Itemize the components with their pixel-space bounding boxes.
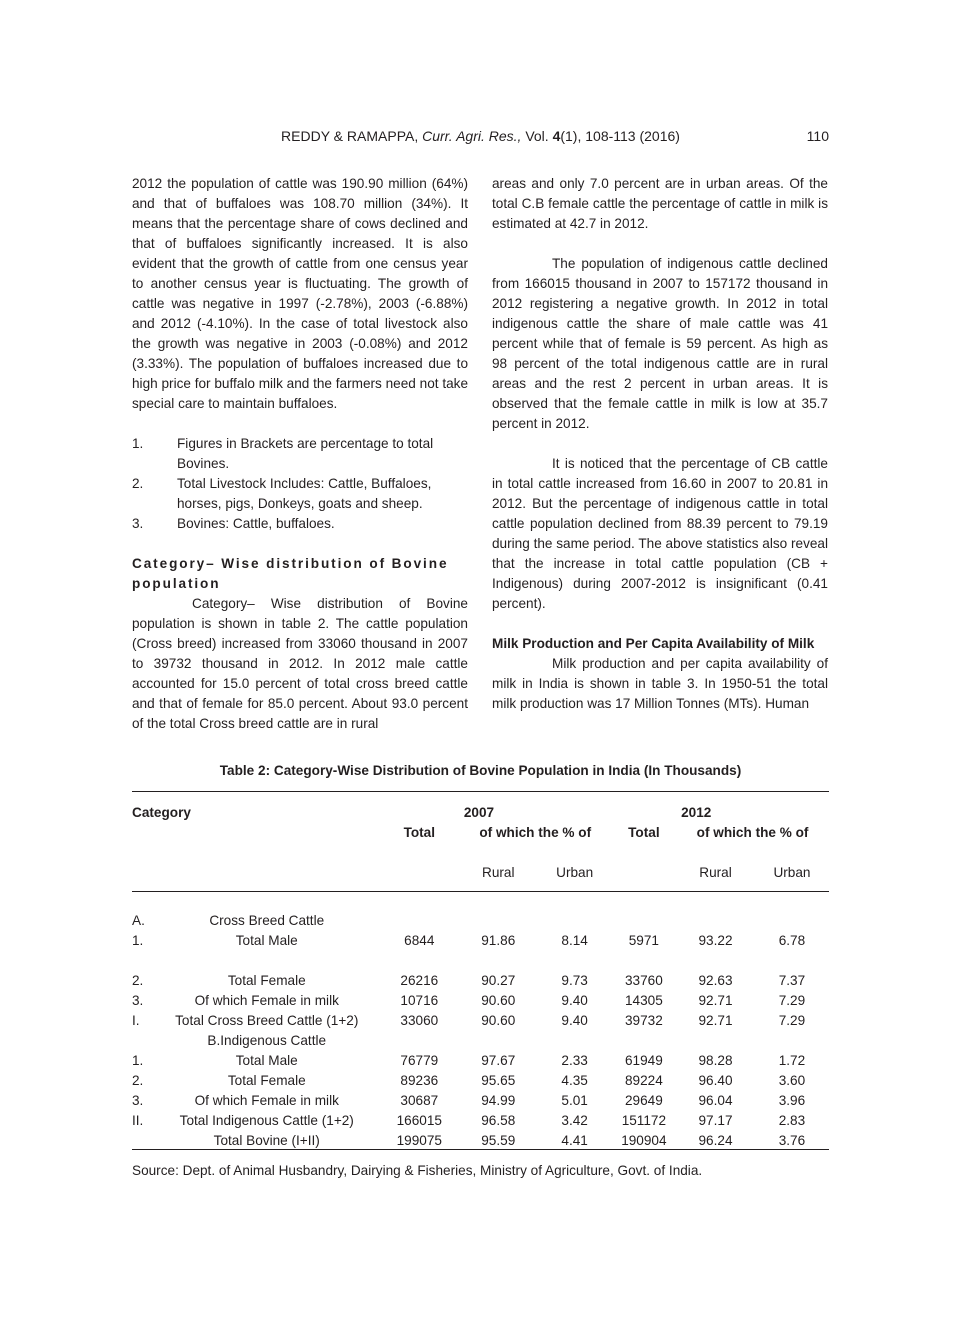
total-2007-cell: 33060 — [400, 1013, 439, 1028]
left-column — [132, 174, 468, 734]
urban-2007-cell — [538, 1031, 612, 1051]
volume-number: 4 — [552, 128, 561, 144]
urban-2012-cell: 3.76 — [778, 1133, 806, 1148]
urban-2007-cell: 2.33 — [561, 1053, 588, 1068]
urban-2007-cell — [538, 911, 612, 931]
table-source: Source: Dept. of Animal Husbandry, Dairying & Fisheries, Ministry of Agriculture, Govt. of India. — [132, 1163, 703, 1178]
category-header: Category — [132, 805, 191, 820]
row-label: Total Male — [235, 1053, 298, 1068]
section-heading-category: Category– Wise distribution of Bovine population — [132, 556, 449, 591]
note-text: Figures in Brackets are percentage to total Bovines. — [177, 436, 434, 471]
total-2007-cell: 6844 — [404, 933, 435, 948]
table-row — [132, 1011, 829, 1031]
total-2012-cell — [612, 911, 676, 931]
journal-name: Curr. Agri. Res., — [422, 128, 522, 144]
total-2012-cell: 89224 — [624, 1073, 663, 1088]
total-2007-cell: 10716 — [400, 993, 439, 1008]
urban-2007-cell: 9.73 — [561, 973, 588, 988]
total-2007-cell: 76779 — [400, 1053, 439, 1068]
total-2012-cell: 39732 — [624, 1013, 663, 1028]
note-text: Total Livestock Includes: Cattle, Buffaloes, horses, pigs, Donkeys, goats and sheep. — [177, 476, 432, 511]
note-number: 2. — [132, 476, 144, 491]
total-2007-cell: 199075 — [396, 1133, 442, 1148]
table-caption: Table 2: Category-Wise Distribution of Bovine Population in India (In Thousands) — [219, 763, 742, 778]
row-label: Total Indigenous Cattle (1+2) — [179, 1113, 354, 1128]
urban-2012-cell — [755, 1031, 829, 1051]
table-row — [132, 1031, 829, 1051]
rural-2007-cell: 95.65 — [481, 1073, 516, 1088]
row-label: Total Male — [235, 933, 298, 948]
urban-2012-cell: 7.29 — [778, 993, 806, 1008]
rural-2007-cell: 96.58 — [481, 1113, 516, 1128]
table-row — [132, 991, 829, 1011]
row-label: Total Female — [227, 973, 306, 988]
rural-2012-cell — [676, 1031, 755, 1051]
table-row — [132, 1131, 829, 1151]
rural-2007-cell: 90.27 — [481, 973, 516, 988]
list-item — [132, 474, 468, 514]
urban-2007-cell: 8.14 — [561, 933, 588, 948]
total-2012-cell: 14305 — [624, 993, 663, 1008]
rural-2012-cell: 96.40 — [698, 1073, 733, 1088]
rural-2007-cell: 97.67 — [481, 1053, 516, 1068]
row-label — [154, 951, 380, 971]
total-2007-cell: 30687 — [400, 1093, 439, 1108]
list-item — [132, 434, 468, 474]
total-2012-cell: 29649 — [624, 1093, 663, 1108]
total-2007-cell — [380, 951, 459, 971]
row-index: 2. — [132, 1073, 144, 1088]
left-para-1: 2012 the population of cattle was 190.90 million (64%) and that of buffaloes was 108.70 million (34%). It means that the percentage share of cows declined and that of buffaloes significantly increased. It is also evident that the growth of cattle from one census year to another census year is fluctuating. The growth of cattle was negative in 1997 (-2.78%), 2003 (-6.88%) and 2012 (-4.10%). In the case of total livestock also the growth was negative in 2003 (-0.08%) and 2012 (3.33%). The population of buffaloes increased due to high price for buffalo milk and the farmers need not take special care to maintain buffaloes. — [132, 176, 469, 411]
urban-2007-cell: 3.42 — [561, 1113, 588, 1128]
row-label: Of which Female in milk — [194, 1093, 339, 1108]
total-2012-cell — [612, 951, 676, 971]
authors: REDDY & RAMAPPA, — [281, 128, 419, 144]
rural-2012-cell — [676, 951, 755, 971]
rural-2012-cell: 98.28 — [698, 1053, 733, 1068]
rural-2012-cell: 97.17 — [698, 1113, 733, 1128]
rural-2007-cell — [459, 1031, 538, 1051]
urban-2012-cell: 1.72 — [778, 1053, 806, 1068]
urban-2007-cell: 9.40 — [561, 993, 588, 1008]
table-row — [132, 1091, 829, 1111]
right-para-1: areas and only 7.0 percent are in urban areas. Of the total C.B female cattle the percentage of cattle in milk is estimated at 42.7 in 2012. — [492, 176, 828, 231]
row-index — [132, 1131, 154, 1151]
rural-2012-cell: 96.24 — [698, 1133, 733, 1148]
row-index: 1. — [132, 933, 144, 948]
row-label: Total Female — [227, 1073, 306, 1088]
table-row — [132, 1071, 829, 1091]
table-row — [132, 1111, 829, 1131]
table-row — [132, 1051, 829, 1071]
urban-2007-cell: 4.35 — [561, 1073, 588, 1088]
row-index: 1. — [132, 1053, 144, 1068]
urban-header: Urban — [556, 865, 594, 880]
bovine-distribution-table — [132, 803, 829, 1151]
total-2007-cell: 89236 — [400, 1073, 439, 1088]
year-2007-header: 2007 — [463, 805, 495, 820]
total-2012-cell: 151172 — [621, 1113, 667, 1128]
section-heading-milk: Milk Production and Per Capita Availability of Milk — [492, 636, 815, 651]
row-index: 2. — [132, 973, 144, 988]
rural-2012-cell — [676, 911, 755, 931]
issue-pages: (1), 108-113 (2016) — [560, 128, 680, 144]
note-text: Bovines: Cattle, buffaloes. — [177, 516, 335, 531]
urban-2012-cell: 7.37 — [778, 973, 806, 988]
running-header — [132, 128, 829, 148]
row-label: Total Cross Breed Cattle (1+2) — [175, 1013, 359, 1028]
total-2007-cell — [380, 1031, 459, 1051]
total-2012-cell: 33760 — [624, 973, 663, 988]
total-header: Total — [403, 825, 436, 840]
total-2007-cell — [380, 911, 459, 931]
right-column — [492, 174, 828, 714]
right-para-3: It is noticed that the percentage of CB cattle in total cattle increased from 16.60 in 2007 to 20.81 in 2012. But the percentage of indigenous cattle in total cattle population declined from 88.39 percent to 79.19 during the same period. The above statistics also reveal that the increase in total cattle population (CB + Indigenous) during 2007-2012 is insignificant (0.41 percent). — [492, 456, 829, 611]
row-label: B.Indigenous Cattle — [207, 1033, 327, 1048]
row-label: Cross Breed Cattle — [209, 913, 325, 928]
total-2012-cell — [612, 1031, 676, 1051]
row-index: 3. — [132, 1093, 144, 1108]
urban-2007-cell — [538, 951, 612, 971]
urban-2012-cell: 6.78 — [778, 933, 806, 948]
of-which-header: of which the % of — [479, 825, 592, 840]
row-index — [132, 1031, 154, 1051]
right-para-2: The population of indigenous cattle declined from 166015 thousand in 2007 to 157172 thousand in 2012 registering a negative growth. In 2012 in total indigenous cattle the share of male cattle was 41 percent while that of female is 59 percent. As high as 98 percent of the total indigenous cattle are in rural areas and the rest 2 percent in urban areas. It is observed that the female cattle in milk is low at 35.7 percent in 2012. — [492, 256, 828, 431]
of-which-header: of which the % of — [696, 825, 809, 840]
total-2012-cell: 61949 — [624, 1053, 663, 1068]
row-label: Of which Female in milk — [194, 993, 339, 1008]
rural-2007-cell: 90.60 — [481, 1013, 516, 1028]
rural-2007-cell: 95.59 — [481, 1133, 516, 1148]
rural-2012-cell: 92.71 — [698, 1013, 733, 1028]
rural-header: Rural — [482, 865, 515, 880]
table-header-row — [132, 803, 829, 823]
rural-2007-cell — [459, 951, 538, 971]
total-2007-cell: 166015 — [396, 1113, 442, 1128]
rural-header: Rural — [699, 865, 732, 880]
table-row — [132, 951, 829, 971]
left-para-2: Category– Wise distribution of Bovine population is shown in table 2. The cattle population (Cross breed) increased from 33060 thousand in 2007 to 39732 thousand in 2012. In 2012 male cattle accounted for 15.0 percent of total cross breed cattle and that of female for 85.0 percent. About 93.0 percent of the total Cross breed cattle are in rural — [132, 596, 468, 731]
urban-2012-cell: 2.83 — [778, 1113, 806, 1128]
total-2007-cell: 26216 — [400, 973, 439, 988]
notes-list — [132, 434, 468, 534]
urban-2012-cell: 3.96 — [778, 1093, 806, 1108]
right-para-4: Milk production and per capita availability of milk in India is shown in table 3. In 1950-51 the total milk production was 17 Million Tonnes (MTs). Human — [492, 656, 828, 711]
rural-2012-cell: 92.63 — [698, 973, 733, 988]
row-label: Total Bovine (I+II) — [213, 1133, 320, 1148]
citation — [132, 128, 829, 144]
row-index: I. — [132, 1013, 140, 1028]
urban-2007-cell: 5.01 — [561, 1093, 588, 1108]
row-index: II. — [132, 1113, 144, 1128]
table-row — [132, 911, 829, 931]
total-2012-cell: 5971 — [628, 933, 659, 948]
rural-2012-cell: 96.04 — [698, 1093, 733, 1108]
rural-2007-cell: 90.60 — [481, 993, 516, 1008]
rural-2012-cell: 93.22 — [698, 933, 733, 948]
urban-2012-cell: 3.60 — [778, 1073, 806, 1088]
table-top-rule — [132, 791, 829, 792]
row-index: A. — [132, 913, 145, 928]
rural-2007-cell: 91.86 — [481, 933, 516, 948]
urban-2012-cell — [755, 951, 829, 971]
total-2012-cell: 190904 — [621, 1133, 667, 1148]
row-index: 3. — [132, 993, 144, 1008]
page-number: 110 — [806, 128, 829, 144]
urban-header: Urban — [773, 865, 811, 880]
table-row — [132, 971, 829, 991]
note-number: 1. — [132, 436, 144, 451]
note-number: 3. — [132, 516, 144, 531]
rural-2012-cell: 92.71 — [698, 993, 733, 1008]
urban-2012-cell: 7.29 — [778, 1013, 806, 1028]
year-2012-header: 2012 — [681, 805, 712, 820]
volume-label: Vol. — [525, 128, 549, 144]
total-header: Total — [628, 825, 660, 840]
urban-2007-cell: 9.40 — [561, 1013, 588, 1028]
urban-2012-cell — [755, 911, 829, 931]
table-header-row — [132, 823, 829, 843]
rural-2007-cell — [459, 911, 538, 931]
urban-2007-cell: 4.41 — [561, 1133, 588, 1148]
table-row — [132, 931, 829, 951]
table-header-row — [132, 863, 829, 883]
rural-2007-cell: 94.99 — [481, 1093, 516, 1108]
list-item — [132, 514, 468, 534]
row-index — [132, 951, 154, 971]
